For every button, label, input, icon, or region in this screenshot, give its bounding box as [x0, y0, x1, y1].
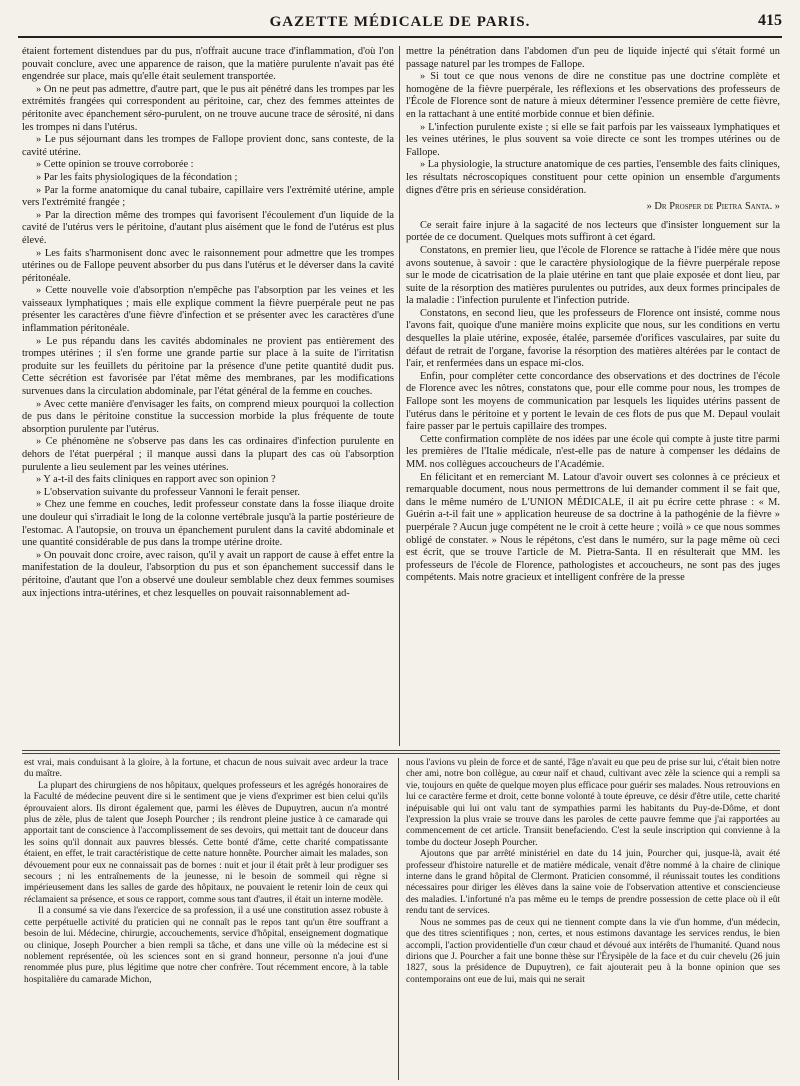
paragraph: » Chez une femme en couches, ledit professeur constate dans la fosse iliaque droite une douleur qui s'irradiait le long de la colonne vertébrale jusqu'à la partie postérieure de l'estomac. A l'autopsie, on trouva un épanchement purulent dans la cavité abdominale et une quantité considérable de pus dans la trompe utérine droite.	[22, 499, 394, 549]
paragraph: » Dr Prosper de Pietra Santa. »	[646, 201, 780, 213]
column-rule	[399, 46, 400, 746]
paragraph: Enfin, pour compléter cette concordance des observations et des doctrines de l'école de Florence avec les nôtres, constatons que, pour elle comme pour nous, les trompes de Fallope sont les moyens de communication par lesquels les liquides utérins passent de l'utérus dans le péritoine et y portent le levain de ces flots de pus que M. Depaul voulait faire passer par le pertuis capillaire des trompes.	[406, 370, 780, 433]
section-divider-double	[22, 753, 780, 754]
journal-title: GAZETTE MÉDICALE DE PARIS.	[269, 13, 531, 30]
paragraph: » Le pus répandu dans les cavités abdominales ne provient pas entièrement des trompes utérines ; il s'en forme une grande partie sur place à la suite de l'irritatisn produite sur les feuillets du péritoine par la présence d'une petite quantité dudit pus. Cette sécrétion est favorisée par l'état même des membranes, par les modifications survenues dans la circulation abdominale, par l'état général de la femme en couches.	[22, 335, 394, 398]
paragraph: » Par la forme anatomique du canal tubaire, capillaire vers l'extrémité utérine, ample vers l'extrémité frangée ;	[22, 184, 394, 209]
paragraph: mettre la pénétration dans l'abdomen d'un peu de liquide injecté qui s'était formé un passage naturel par les trompes de Fallope.	[406, 46, 780, 70]
paragraph: » Le pus séjournant dans les trompes de Fallope provient donc, sans conteste, de la cavité utérine.	[22, 134, 394, 158]
paragraph: Constatons, en premier lieu, que l'école de Florence se rattache à l'idée mère que nous avons soutenue, à savoir : que le caractère physiologique de la fièvre puerpérale repose sur le mode de cicatrisation de la plaie utérine en tant que plaie exposée et dont lieu, par suite de la résorption des matières purulentes ou putrides, aux deux formes principales de la maladie : l'infection purulente et l'infection putride.	[406, 244, 780, 307]
paragraph: » Par les faits physiologiques de la fécondation ;	[36, 171, 238, 183]
paragraph: étaient fortement distendues par du pus, n'offrait aucune trace d'inflammation, d'où l'on pouvait conclure, avec une apparence de raison, que la matière purulente n'avait pas été engendrée sur place, mais qu'elle était seulement transportée.	[22, 46, 394, 83]
paragraph: » Cette opinion se trouve corroborée :	[36, 159, 194, 171]
paragraph: » On pouvait donc croire, avec raison, qu'il y avait un rapport de cause à effet entre la manifestation de la douleur, l'absorption du pus et son épanchement successif dans le péritoine, d'autant que l'on a observé une douleur semblable chez deux femmes soumises aux injections intra-utérines, et chez lesquelles on pouvait raisonnablement ad-	[22, 549, 394, 599]
paragraph: » Cette nouvelle voie d'absorption n'empêche pas l'absorption par les veines et les vaisseaux lymphatiques ; mais elle explique comment la fièvre puerpérale peut ne pas présenter les caractères d'une fièvre d'infection et se présenter avec les caractères d'une inflammation péritonéale.	[22, 285, 394, 335]
obituary-column-2	[406, 758, 780, 1080]
paragraph: La plupart des chirurgiens de nos hôpitaux, quelques professeurs et les agrégés honoraires de la Faculté de médecine peuvent dire si le sentiment que je viens d'exprimer est bien celui qu'ils éprouvaient alors. Ils diront également que, parmi les élèves de Dupuytren, aucun n'a montré plus de zèle, plus de talent que Joseph Pourcher ; ils rendront pleine justice à ce camarade qui apportait tant de conscience à l'accomplissement de ses devoirs, qui mettait tant de douceur dans les soins qu'il donnait aux pauvres blessés. Cette bonté d'âme, cette charité compatissante étaient, en effet, le trait caractéristique de cette nature honnête. Pourcher aimait les malades, son dévouement pour eux ne connaissait pas de bornes : nuit et jour il était prêt à leur prodiguer ses secours ; ni les entraînements de la jeunesse, ni le besoin de sommeil qui règne si impérieusement dans les salles de garde des hôpitaux, ne pouvaient le retenir loin de ceux qui réclamaient sa présence, et sous ce rapport, comme sous tant d'autres, il était un interne modèle.	[24, 780, 388, 905]
paragraph: Constatons, en second lieu, que les professeurs de Florence ont insisté, comme nous l'avons fait, quoique d'une manière moins explicite que nous, sur les conditions en vertu desquelles la plaie utérine, exposée, étalée, parsemée d'orifices vasculaires, par suite du défaut de retrait de l'organe, favorise la résorption des matières altérées par le contact de l'air, et renfermées dans un espace mi-clos.	[406, 307, 780, 370]
article-column-1	[22, 46, 394, 746]
paragraph: nous l'avions vu plein de force et de santé, l'âge n'avait eu que peu de prise sur lui, c'était bien notre cher ami, notre bon collègue, au cœur naïf et chaud, cultivant avec zèle la science qui a rempli sa vie, toujours en quête de quelque moyen plus efficace pour guérir ses malades. Nous retrouvions en lui ce caractère ferme et droit, cette bonne volonté à toute épreuve, ce désir d'être utile, cette charité inépuisable qui lui ont valu tant de sympathies parmi les habitants du Puy-de-Dôme, et dont l'expression la plus vraie se trouve dans les paroles de cette pauvre femme que j'ai rapportées au commencement de cet article. Transiit benefaciendo. C'est la seule inscription qui convienne à la tombe du docteur Joseph Pourcher.	[406, 758, 780, 848]
section-divider	[22, 750, 780, 751]
masthead	[18, 8, 782, 38]
paragraph: Il a consumé sa vie dans l'exercice de sa profession, il a usé une constitution assez robuste à cette perpétuelle activité du praticien qui ne connaît pas le repos tant qu'un être souffrant a besoin de lui. Médecine, chirurgie, accouchements, service d'hôpital, enseignement dogmatique ou clinique, Joseph Pourcher a bien rempli sa tâche, et dans une ville où la médecine est si noblement représentée, où les sciences sont en si grand honneur, personne n'a joui d'une renommée plus pure, plus légitime que notre cher confrère. Tout récemment encore, à la table hospitalière du camarade Michon,	[24, 906, 388, 985]
paragraph: » Les faits s'harmonisent donc avec le raisonnement pour admettre que les trompes utérines ou de Fallope peuvent absorber du pus dans l'utérus et le déverser dans la cavité péritonéale.	[22, 247, 394, 284]
paragraph: » Y a-t-il des faits cliniques en rapport avec son opinion ?	[36, 474, 276, 486]
paragraph: En félicitant et en remerciant M. Latour d'avoir ouvert ses colonnes à ce précieux et remarquable document, nous nous permettrons de lui demander comment il se fait que, dans le même numéro de L'UNION MÉDICALE, il ait pu écrire cette phrase : « M. Guérin a-t-il fait une » application heureuse de sa doctrine à la pathogénie de la fièvre » puerpérale ? Aucun juge compétent ne le croit à cette heure ; voilà » ce que nous sommes obligé de constater. » Nous le répétons, c'est dans le numéro, sur la page même où ceci est écrit, que se trouve l'article de M. Pietra-Santa. Il en résulterait que MM. les professeurs de l'école de Florence, pathologistes et accoucheurs, ne sont pas des juges compétents. Mais notre gracieux et intelligent confrère de la presse	[406, 471, 780, 584]
paragraph: » Par la direction même des trompes qui favorisent l'écoulement d'un liquide de la cavité de l'utérus vers le péritoine, d'autant plus aisément que le fond de l'utérus est plus élevé.	[22, 209, 394, 246]
paragraph: » Ce phénomène ne s'observe pas dans les cas ordinaires d'infection purulente en dehors de l'état puerpéral ; il manque aussi dans la plupart des cas où l'absorption purulente a lieu seulement par les veines utérines.	[22, 436, 394, 473]
paragraph: » L'observation suivante du professeur Vannoni le ferait penser.	[36, 486, 300, 498]
paragraph: » On ne peut pas admettre, d'autre part, que le pus ait pénétré dans les trompes par les extrémités frangées qui correspondent au péritoine, car, chez des femmes atteintes de péritonite avec épanchement séro-purulent, on ne trouve aucune trace de sérosité, ni dans les trompes ni dans l'utérus.	[22, 83, 394, 133]
paragraph: » Si tout ce que nous venons de dire ne constitue pas une doctrine complète et homogène de la fièvre puerpérale, les réflexions et les observations des professeurs de l'École de Florence sont de nature à mieux déterminer l'essence première de cette fièvre, en la rattachant à une entité morbide connue et bien définie.	[406, 71, 780, 120]
column-rule-lower	[398, 758, 399, 1080]
article-column-2	[406, 46, 780, 746]
paragraph: » Avec cette manière d'envisager les faits, on comprend mieux pourquoi la collection de pus dans le péritoine constitue la succession morbide la plus fréquente de toute absorption purulente par l'utérus.	[22, 398, 394, 435]
paragraph: » La physiologie, la structure anatomique de ces parties, l'ensemble des faits cliniques, les résultats nécroscopiques constituent pour cette opinion un ensemble d'arguments dignes d'être pris en sérieuse considération.	[406, 159, 780, 196]
paragraph: Ajoutons que par arrêté ministériel en date du 14 juin, Pourcher qui, jusque-là, avait été professeur d'histoire naturelle et de matière médicale, venait d'être nommé à la chaire de clinique interne dans le grand hôpital de Clermont. Praticien consommé, il réunissait toutes les conditions nécessaires pour diriger les élèves dans la saine voie de l'observation attentive et consciencieuse des maladies. L'infortuné n'a pas même eu le temps de prendre possession de cette place où il eût rendu tant de services.	[406, 849, 780, 917]
paragraph: est vrai, mais conduisant à la gloire, à la fortune, et chacun de nous suivait avec ardeur la trace du maître.	[24, 758, 388, 780]
paragraph: Cette confirmation complète de nos idées par une école qui compte à juste titre parmi les premières de l'Italie médicale, n'est-elle pas de nature à compenser les dédains de MM. nos collègues accoucheurs de l'Académie.	[406, 433, 780, 470]
obituary-column-1	[24, 758, 388, 1080]
paragraph: Nous ne sommes pas de ceux qui ne tiennent compte dans la vie d'un homme, d'un médecin, que des titres scientifiques ; non, certes, et nous estimons davantage les services rendus, le bien accompli, l'action providentielle d'un cœur chaud et dévoué aux intérêts de l'humanité. Quand nous dirions que J. Pourcher a fait une bonne thèse sur l'Érysipèle de la face et du cuir chevelu (26 juin 1827, sous la présidence de Dupuytren), ce fait ajouterait peu à la bonne opinion que ses contemporains ont eue de lui, mais qui ne serait	[406, 917, 780, 985]
paragraph: » L'infection purulente existe ; si elle se fait parfois par les vaisseaux lymphatiques et les veines utérines, le plus souvent sa voie directe ce sont les trompes utérines ou de Fallope.	[406, 121, 780, 158]
paragraph: Ce serait faire injure à la sagacité de nos lecteurs que d'insister longuement sur la portée de ce document. Quelques mots suffiront à cet égard.	[406, 219, 780, 244]
page-number: 415	[758, 12, 782, 29]
